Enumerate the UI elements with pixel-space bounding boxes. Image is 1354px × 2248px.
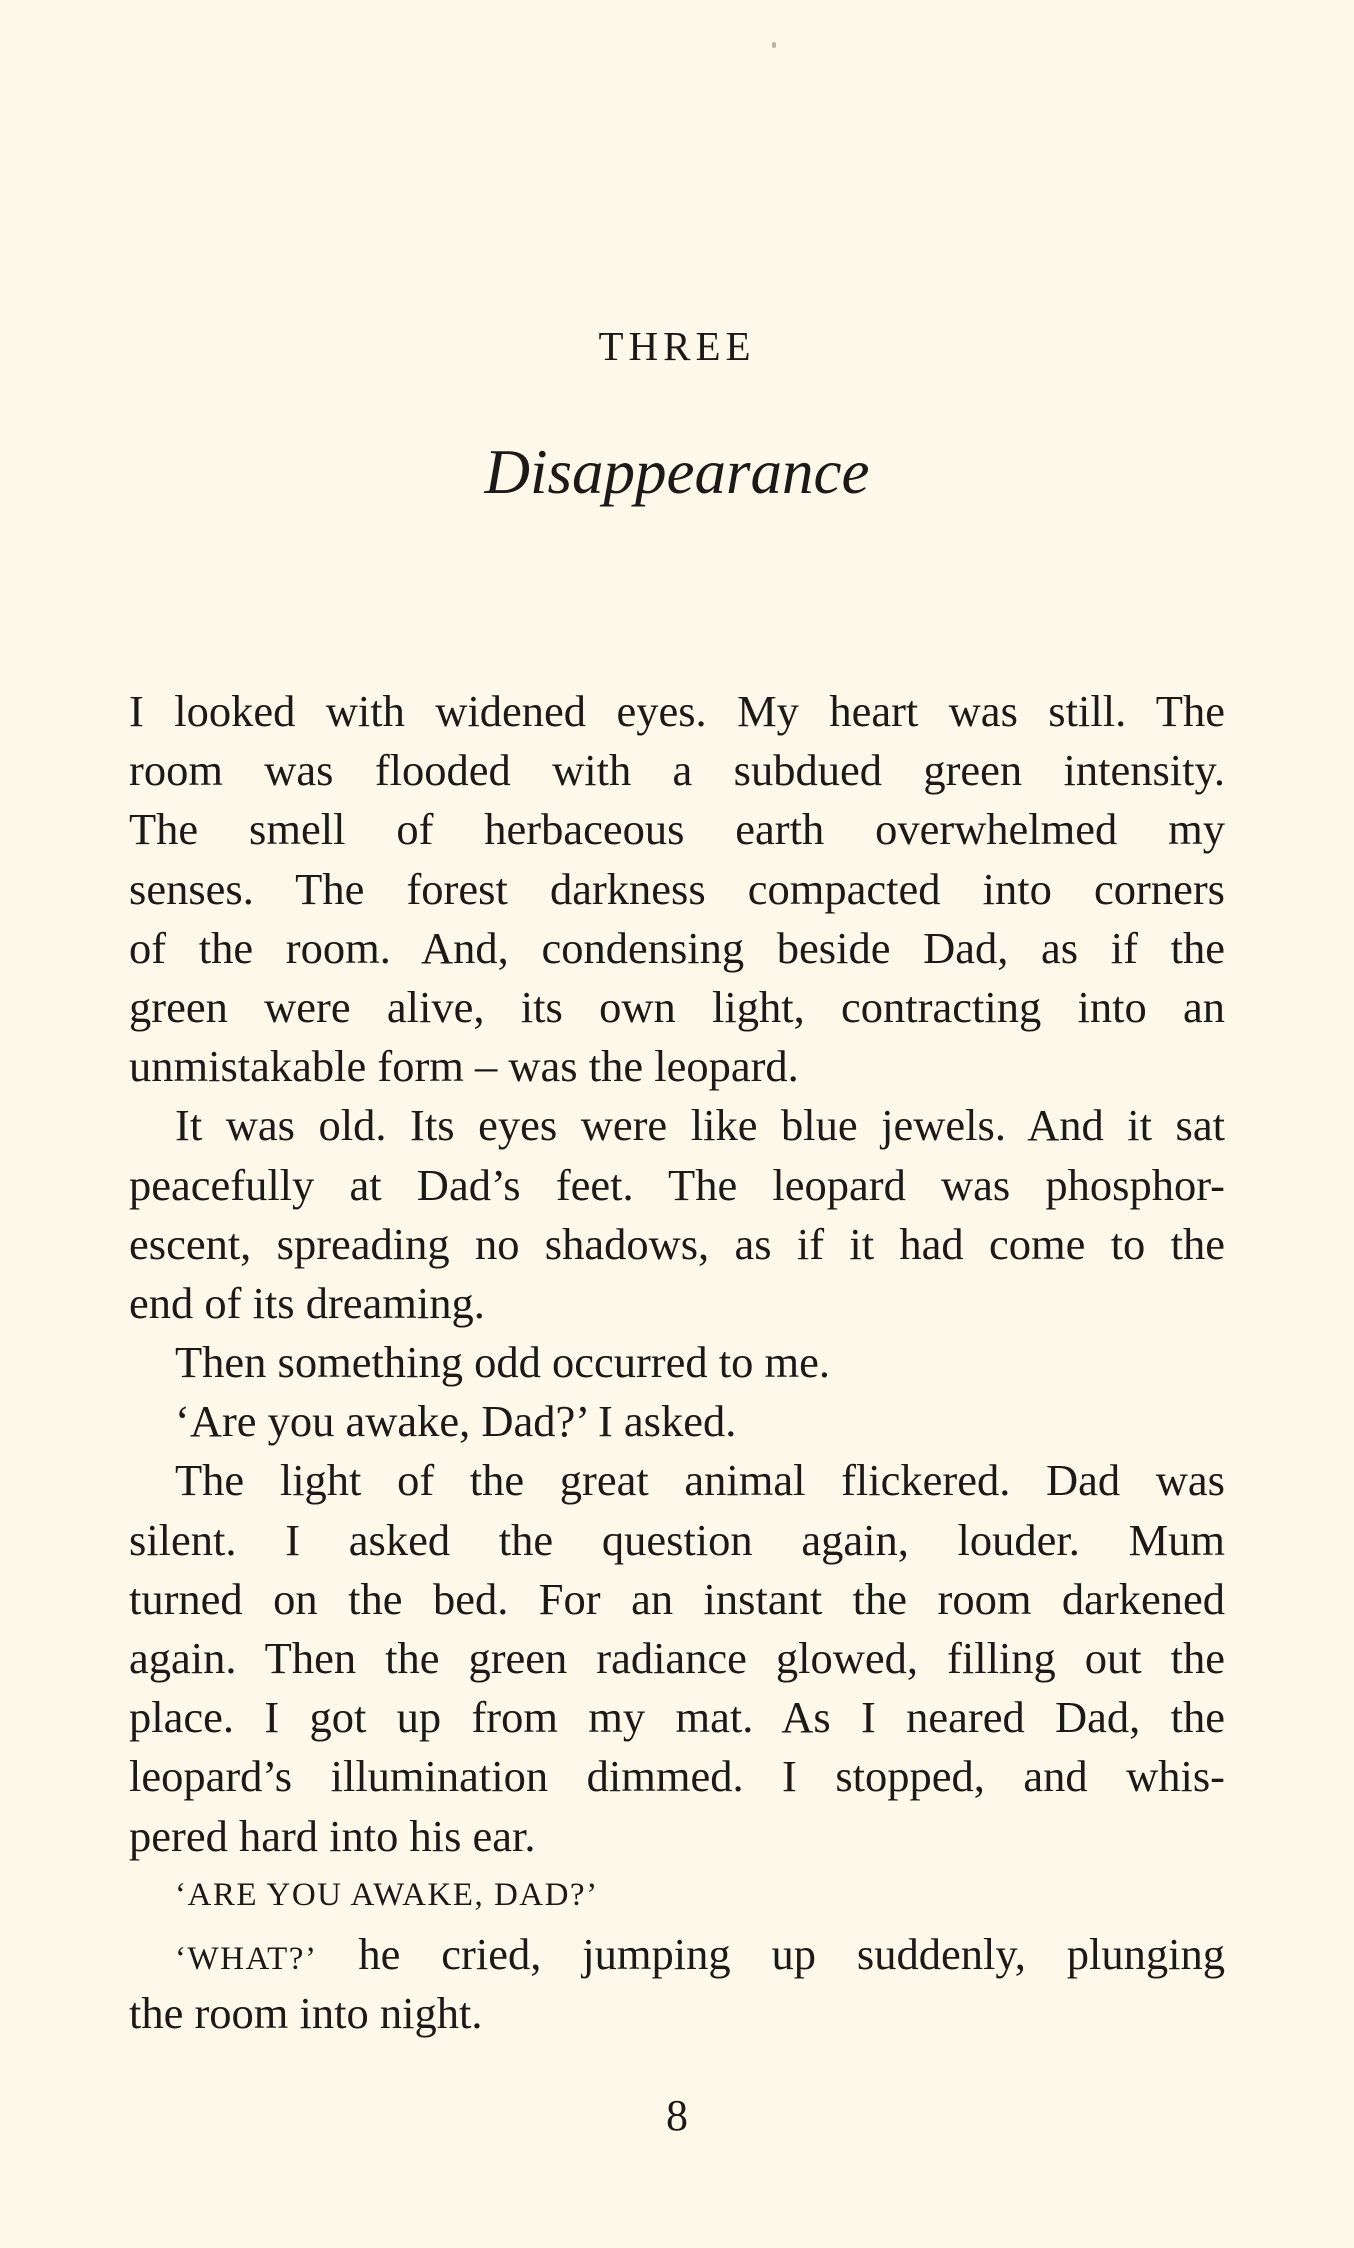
chapter-number: THREE xyxy=(598,323,756,369)
text-line: The smell of herbaceous earth overwhelmed my xyxy=(129,804,1225,855)
text-line: ‘Are you awake, Dad?’ I asked. xyxy=(175,1396,737,1447)
page-number: 8 xyxy=(666,2091,688,2140)
text-line: ‘ARE YOU AWAKE, DAD?’ xyxy=(175,1876,599,1913)
text-line: the room into night. xyxy=(129,1988,483,2039)
text-line: unmistakable form – was the leopard. xyxy=(129,1041,799,1092)
small-caps-word: ‘WHAT?’ xyxy=(175,1940,318,1977)
text-line: end of its dreaming. xyxy=(129,1277,485,1328)
text-line: place. I got up from my mat. As I neared Dad, the xyxy=(129,1692,1225,1743)
text-line: I looked with widened eyes. My heart was still. The xyxy=(129,686,1225,736)
text-line: of the room. And, condensing beside Dad, as if the xyxy=(129,922,1225,973)
text-line: Then something odd occurred to me. xyxy=(175,1337,830,1388)
chapter-title: Disappearance xyxy=(484,437,870,507)
text-line: pered hard into his ear. xyxy=(129,1810,536,1861)
text-line: senses. The forest darkness compacted into corners xyxy=(129,863,1225,914)
body-text xyxy=(129,682,1225,2043)
text-line: peacefully at Dad’s feet. The leopard was phosphor- xyxy=(129,1159,1225,1210)
text-line: turned on the bed. For an instant the room darkened xyxy=(129,1573,1225,1624)
text-line: The light of the great animal flickered. Dad was xyxy=(175,1455,1225,1506)
paper-speck xyxy=(772,42,776,48)
text-line: leopard’s illumination dimmed. I stopped, and whis- xyxy=(129,1751,1225,1802)
text-line: silent. I asked the question again, louder. Mum xyxy=(129,1514,1225,1565)
text-line: escent, spreading no shadows, as if it had come to the xyxy=(129,1218,1225,1269)
text-line: It was old. Its eyes were like blue jewels. And it sat xyxy=(175,1100,1225,1151)
text-line: again. Then the green radiance glowed, filling out the xyxy=(129,1633,1225,1683)
text-line: room was flooded with a subdued green intensity. xyxy=(129,745,1225,796)
text-line: ‘WHAT?’ he cried, jumping up suddenly, plunging xyxy=(175,1928,1225,1979)
text-line: green were alive, its own light, contracting into an xyxy=(129,981,1225,1032)
